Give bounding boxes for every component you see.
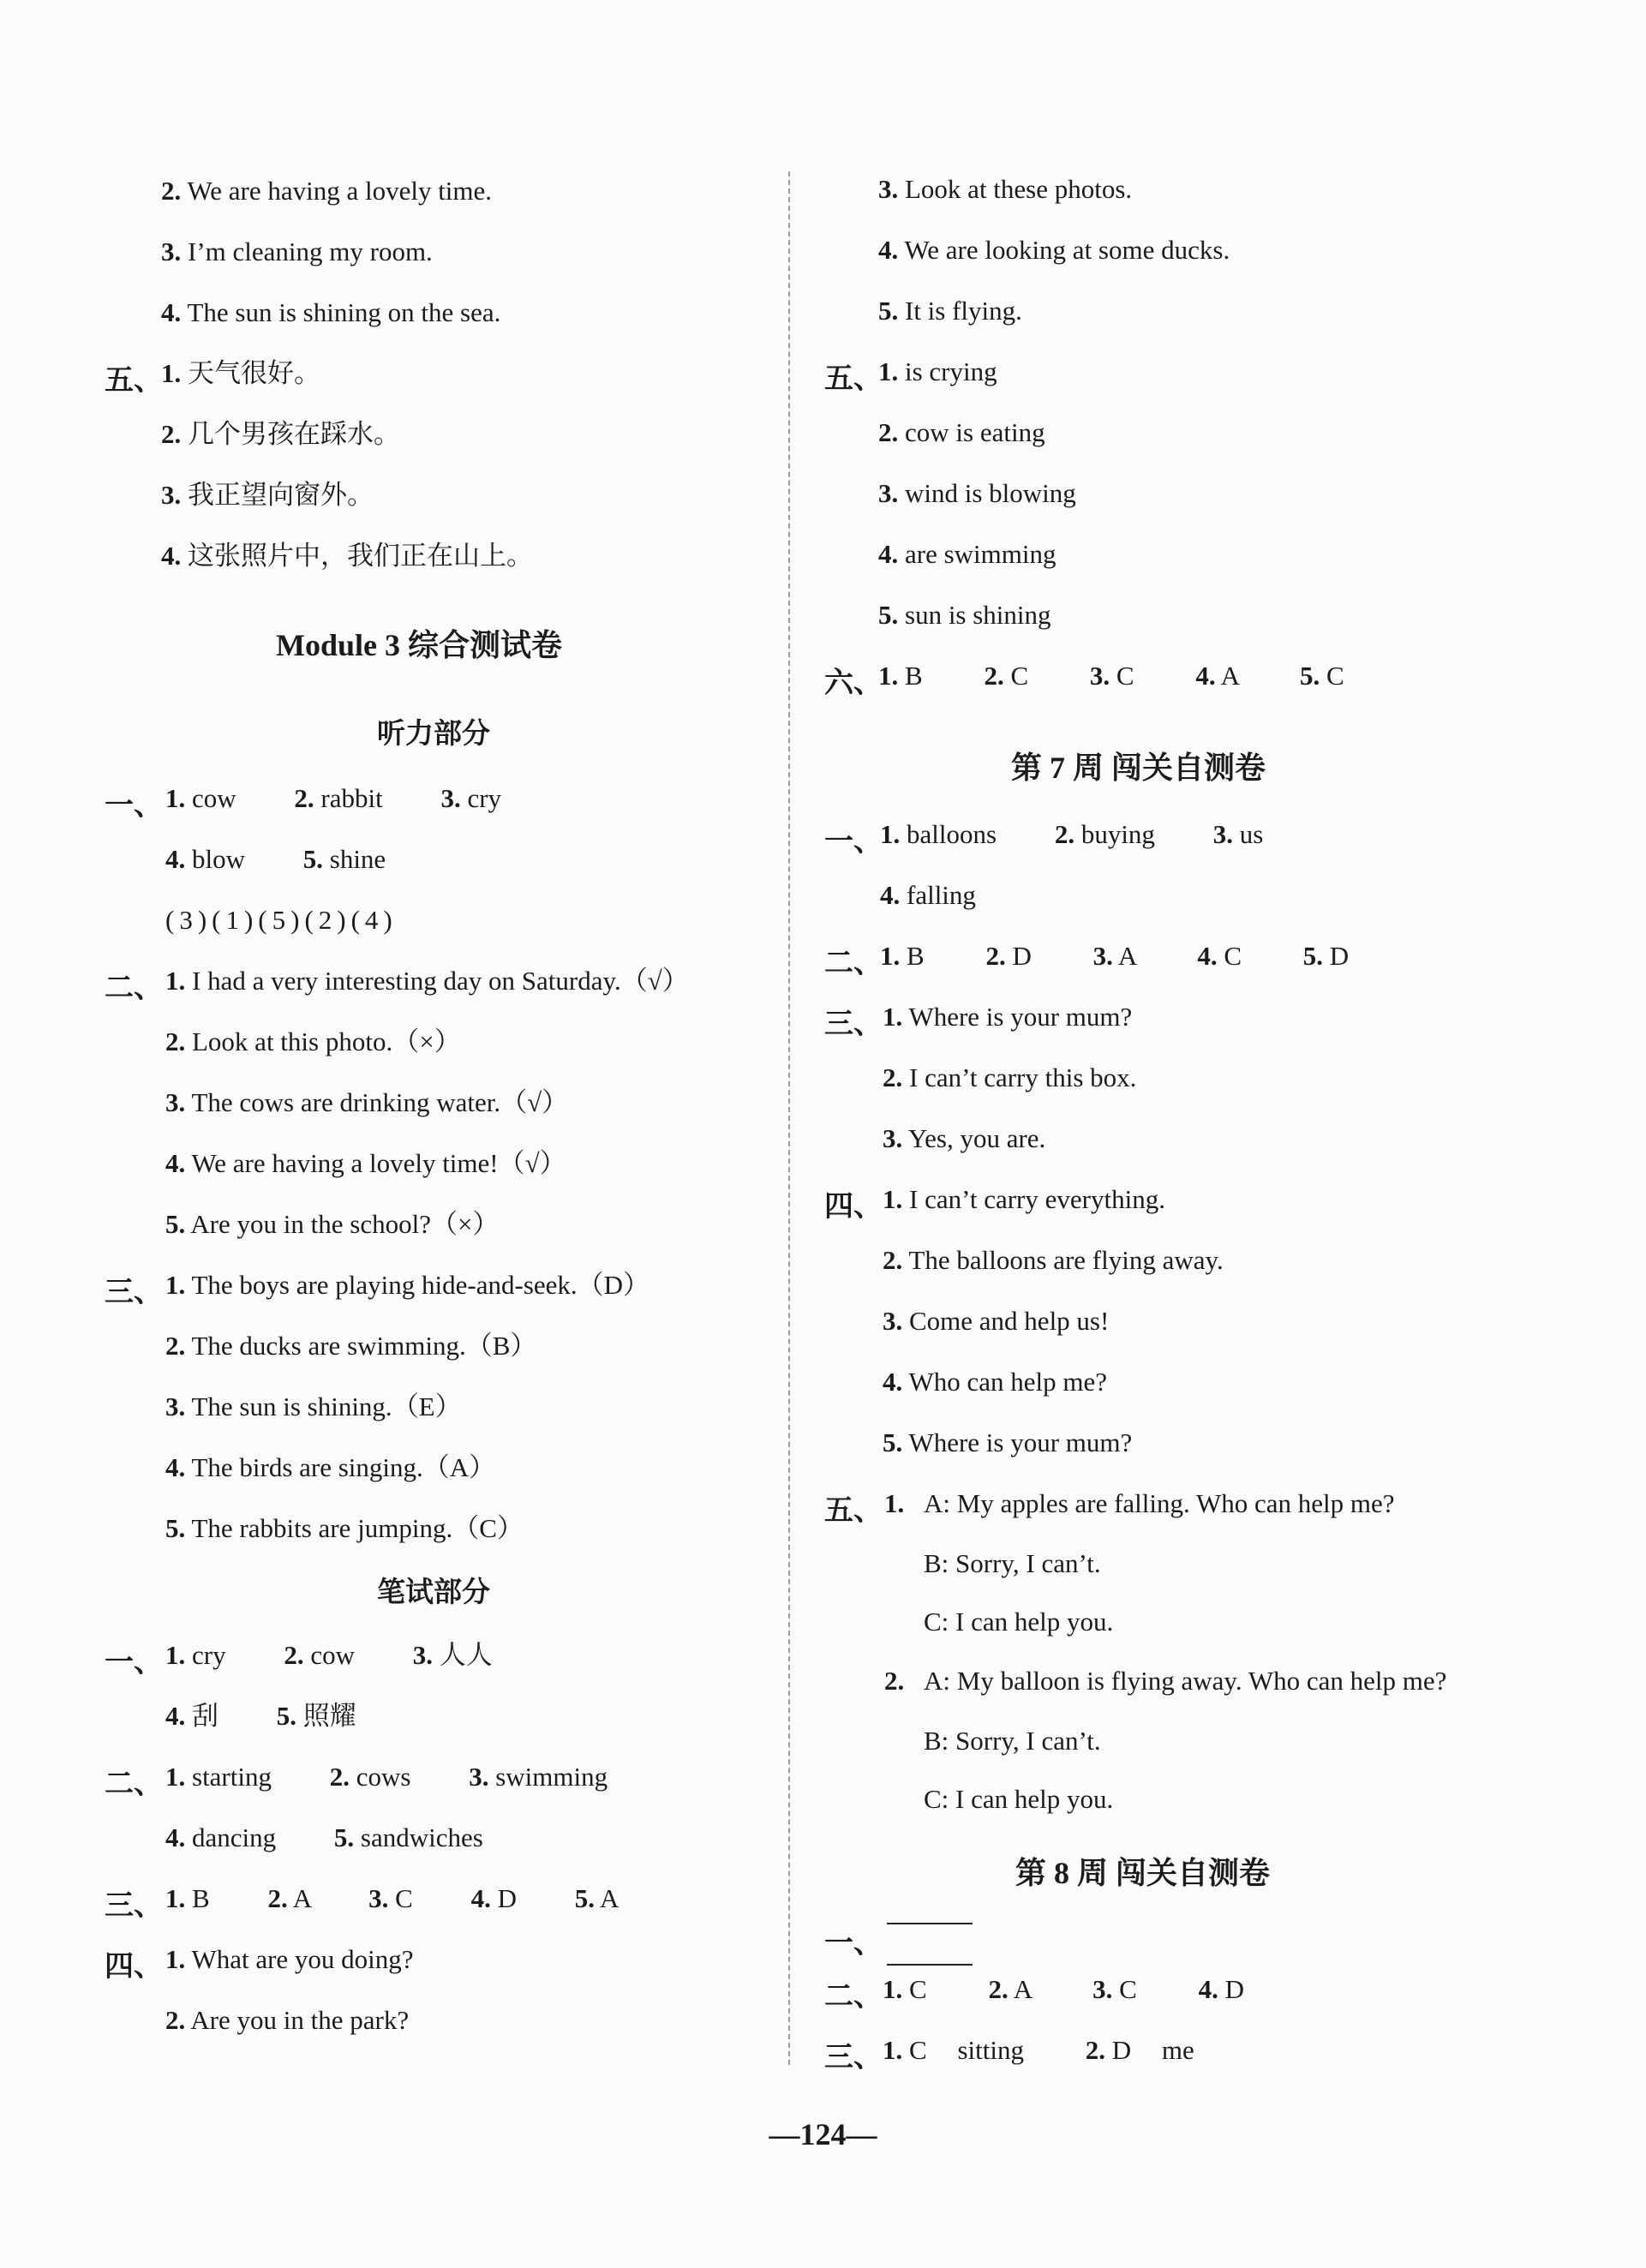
list-item: 4. Who can help me? — [883, 1367, 1107, 1397]
list-item: 2. Are you in the park? — [165, 2005, 410, 2035]
dialogue-line: B: Sorry, I can’t. — [924, 1548, 1101, 1578]
list-item: 1. I can’t carry everything. — [883, 1184, 1165, 1214]
answer-row: 1. starting 2. cows 3. swimming — [165, 1762, 608, 1792]
section-label: 四、 — [105, 1951, 163, 1983]
list-item: 2. Look at this photo.（×） — [165, 1026, 461, 1056]
section-label: 一、 — [105, 790, 163, 822]
list-item: 2. 几个男孩在踩水。 — [161, 419, 400, 449]
section-label: 五、 — [824, 363, 883, 395]
list-item: 5. Are you in the school?（×） — [165, 1209, 500, 1239]
answer-row: 1. B 2. A 3. C 4. D 5. A — [165, 1883, 619, 1913]
answer-row: 4. 刮 5. 照耀 — [165, 1701, 356, 1731]
list-item: 2. We are having a lovely time. — [161, 176, 493, 206]
answer-row: 1. B 2. C 3. C 4. A 5. C — [878, 661, 1344, 691]
list-item: 2. The balloons are flying away. — [883, 1245, 1224, 1275]
section-label: 一、 — [824, 1928, 883, 1960]
list-item: 5. sun is shining — [878, 600, 1051, 630]
list-item: 3. Come and help us! — [883, 1306, 1110, 1336]
answer-row: 1. balloons 2. buying 3. us — [880, 819, 1264, 849]
list-item: 3. The sun is shining.（E） — [165, 1391, 462, 1421]
list-item: 4. The sun is shining on the sea. — [161, 297, 501, 327]
list-item: 3. 我正望向窗外。 — [161, 480, 374, 510]
section-label: 二、 — [824, 1981, 883, 2013]
section-label: 三、 — [105, 1277, 163, 1308]
list-item: 2. cow is eating — [878, 417, 1045, 447]
list-item: 3. I’m cleaning my room. — [161, 236, 433, 266]
dialogue-number: 2. — [884, 1666, 905, 1696]
list-item: 4. We are having a lovely time!（√） — [165, 1148, 566, 1178]
list-item: 4. The birds are singing.（A） — [165, 1452, 496, 1482]
answer-row: 1. C sitting 2. D me — [883, 2035, 1194, 2065]
list-item: 2. The ducks are swimming.（B） — [165, 1331, 537, 1361]
section-label: 六、 — [824, 667, 883, 699]
list-item: 3. Yes, you are. — [883, 1123, 1046, 1153]
dialogue-line: A: My apples are falling. Who can help me? — [924, 1488, 1395, 1518]
list-item: 5. The rabbits are jumping.（C） — [165, 1513, 524, 1543]
list-item: 1. The boys are playing hide-and-seek.（D） — [165, 1270, 650, 1300]
week7-title: 第 7 周 闯关自测卷 — [1011, 751, 1266, 785]
section-label: 五、 — [105, 365, 163, 397]
section-label: 一、 — [824, 826, 883, 858]
answer-row: 4. falling — [880, 880, 976, 910]
dialogue-line: C: I can help you. — [924, 1784, 1114, 1814]
list-item: 3. The cows are drinking water.（√） — [165, 1087, 569, 1117]
answer-row: 1. B 2. D 3. A 4. C 5. D — [880, 941, 1350, 971]
list-item: 1. I had a very interesting day on Saturday.（√） — [165, 966, 689, 996]
writing-title: 笔试部分 — [377, 1577, 490, 1608]
page-number: —124— — [769, 2117, 877, 2151]
list-item: 1. 天气很好。 — [161, 358, 320, 388]
list-item: 1. What are you doing? — [165, 1944, 414, 1974]
list-item: 2. I can’t carry this box. — [883, 1062, 1137, 1092]
answer-row: 4. blow 5. shine — [165, 844, 386, 874]
list-item: 3. Look at these photos. — [878, 174, 1133, 204]
answer-row: 1. cry 2. cow 3. 人人 — [165, 1640, 493, 1670]
dialogue-line: B: Sorry, I can’t. — [924, 1726, 1101, 1756]
dialogue-line: C: I can help you. — [924, 1607, 1114, 1637]
list-item: 1. Where is your mum? — [883, 1002, 1133, 1032]
list-item: 3. wind is blowing — [878, 478, 1076, 508]
listening-title: 听力部分 — [377, 719, 490, 750]
list-item: 4. 这张照片中，我们正在山上。 — [161, 541, 533, 571]
dialogue-number: 1. — [884, 1488, 905, 1518]
list-item: 5. It is flying. — [878, 296, 1022, 326]
section-label: 五、 — [824, 1495, 883, 1527]
order-answer: (3)(1)(5)(2)(4) — [165, 905, 398, 935]
section-label: 二、 — [105, 1768, 163, 1800]
answer-row: 1. cow 2. rabbit 3. cry — [165, 783, 502, 813]
column-divider — [788, 171, 790, 2065]
answer-row: 1. C 2. A 3. C 4. D — [883, 1974, 1244, 2004]
section-label: 二、 — [105, 972, 163, 1004]
section-label: 三、 — [105, 1890, 163, 1922]
list-item: 1. is crying — [878, 356, 997, 386]
answer-row: 4. dancing 5. sandwiches — [165, 1822, 483, 1852]
dialogue-line: A: My balloon is flying away. Who can help me? — [924, 1666, 1447, 1696]
module-title: Module 3 综合测试卷 — [276, 628, 563, 662]
section-label: 三、 — [824, 2042, 883, 2074]
answer-blank — [887, 1906, 973, 1936]
section-label: 三、 — [824, 1008, 883, 1040]
section-label: 一、 — [105, 1647, 163, 1679]
section-label: 四、 — [824, 1191, 883, 1223]
list-item: 4. are swimming — [878, 539, 1056, 569]
list-item: 4. We are looking at some ducks. — [878, 235, 1230, 265]
week8-title: 第 8 周 闯关自测卷 — [1015, 1856, 1271, 1890]
list-item: 5. Where is your mum? — [883, 1427, 1133, 1457]
section-label: 二、 — [824, 948, 883, 979]
